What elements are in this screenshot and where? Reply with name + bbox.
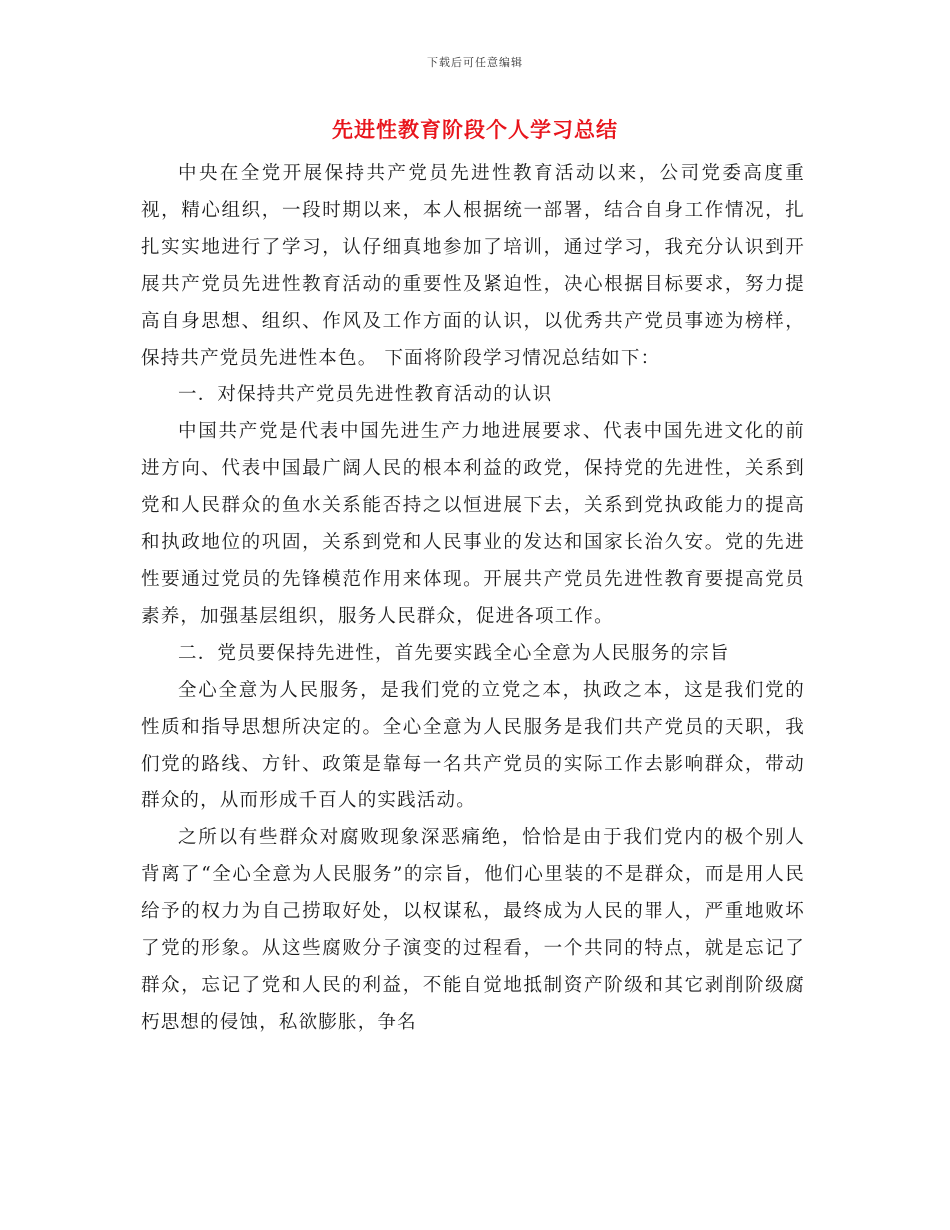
page-header-note: 下载后可任意编辑	[427, 56, 523, 69]
document-title: 先进性教育阶段个人学习总结	[332, 117, 618, 142]
document-body	[141, 156, 805, 1042]
paragraph-section-2b: 之所以有些群众对腐败现象深恶痛绝，恰恰是由于我们党内的极个别人背离了“全心全意为人民服务”的宗旨，他们心里装的不是群众，而是用人民给予的权力为自己捞取好处，以权谋私，最终成为人民的罪人，严重地败坏了党的形象。从这些腐败分子演变的过程看，一个共同的特点，就是忘记了群众，忘记了党和人民的利益，不能自觉地抵制资产阶级和其它剥削阶级腐朽思想的侵蚀，私欲膨胀，争名	[141, 827, 805, 1033]
section-heading-2: 二．党员要保持先进性，首先要实践全心全意为人民服务的宗旨	[178, 642, 730, 664]
section-heading-1: 一．对保持共产党员先进性教育活动的认识	[178, 384, 553, 406]
paragraph-section-1: 中国共产党是代表中国先进生产力地进展要求、代表中国先进文化的前进方向、代表中国最广阔人民的根本利益的政党，保持党的先进性，关系到党和人民群众的鱼水关系能否持之以恒进展下去，关系到党执政能力的提高和执政地位的巩固，关系到党和人民事业的发达和国家长治久安。党的先进性要通过党员的先锋模范作用来体现。开展共产党员先进性教育要提高党员素养，加强基层组织，服务人民群众，促进各项工作。	[141, 421, 805, 627]
paragraph-section-2a: 全心全意为人民服务，是我们党的立党之本，执政之本，这是我们党的性质和指导思想所决定的。全心全意为人民服务是我们共产党员的天职，我们党的路线、方针、政策是靠每一名共产党员的实际工作去影响群众，带动群众的，从而形成千百人的实践活动。	[141, 679, 805, 812]
paragraph-intro: 中央在全党开展保持共产党员先进性教育活动以来，公司党委高度重视，精心组织，一段时期以来，本人根据统一部署，结合自身工作情况，扎扎实实地进行了学习，认仔细真地参加了培训，通过学习，我充分认识到开展共产党员先进性教育活动的重要性及紧迫性，决心根据目标要求，努力提高自身思想、组织、作风及工作方面的认识，以优秀共产党员事迹为榜样，保持共产党员先进性本色。 下面将阶段学习情况总结如下：	[141, 163, 805, 369]
